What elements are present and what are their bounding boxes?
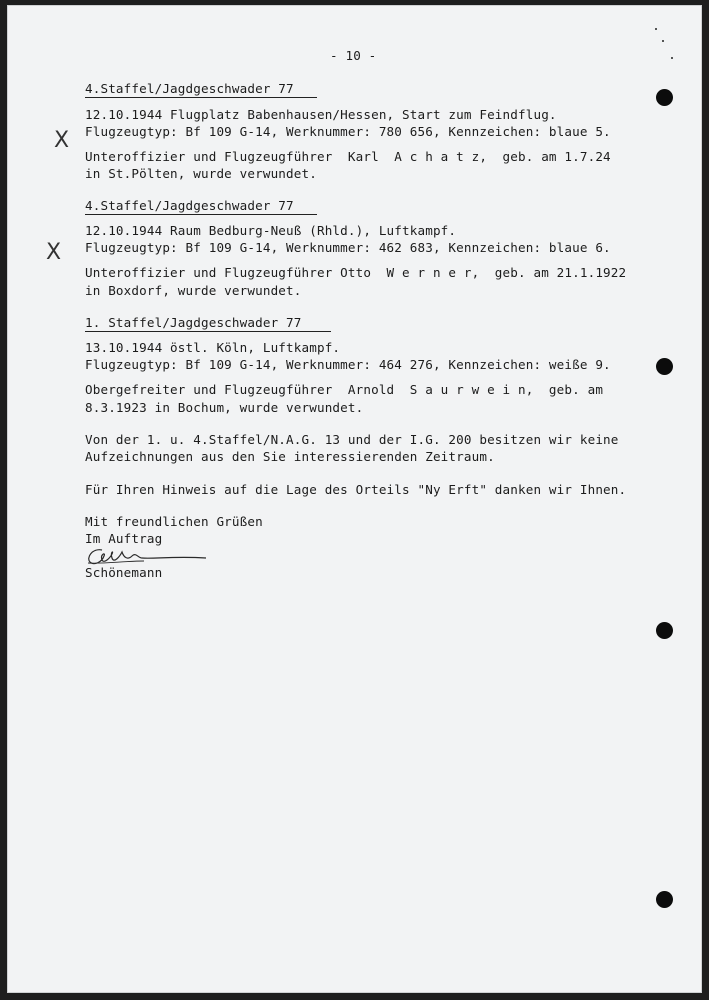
- punch-hole: [656, 891, 673, 908]
- thanks-line: Für Ihren Hinweis auf die Lage des Orteils "Ny Erft" danken wir Ihnen.: [85, 482, 627, 497]
- closing-salutation: Mit freundlichen Grüßen: [85, 514, 263, 529]
- punch-hole: [656, 358, 673, 375]
- paper-speck: [655, 28, 657, 30]
- event-line: 12.10.1944 Raum Bedburg-Neuß (Rhld.), Luftkampf.: [85, 223, 457, 238]
- event-line: 13.10.1944 östl. Köln, Luftkampf.: [85, 340, 341, 355]
- person-line: Unteroffizier und Flugzeugführer Otto W e r n e r, geb. am 21.1.1922: [85, 265, 627, 280]
- punch-hole: [656, 89, 673, 106]
- punch-hole: [656, 622, 673, 639]
- margin-cross-mark: X: [46, 240, 62, 265]
- section-heading: 4.Staffel/Jagdgeschwader 77: [85, 198, 294, 213]
- signer-name: Schönemann: [85, 565, 163, 580]
- event-line: 12.10.1944 Flugplatz Babenhausen/Hessen, Start zum Feindflug.: [85, 107, 557, 122]
- person-line: Obergefreiter und Flugzeugführer Arnold S a u r w e i n, geb. am: [85, 382, 604, 397]
- person-line: in Boxdorf, wurde verwundet.: [85, 283, 302, 298]
- margin-cross-mark: X: [54, 128, 70, 153]
- paper-speck: [671, 57, 673, 59]
- person-line: Unteroffizier und Flugzeugführer Karl A c h a t z, geb. am 1.7.24: [85, 149, 611, 164]
- paper-speck: [662, 40, 664, 42]
- aircraft-line: Flugzeugtyp: Bf 109 G-14, Werknummer: 464 276, Kennzeichen: weiße 9.: [85, 357, 611, 372]
- person-line: 8.3.1923 in Bochum, wurde verwundet.: [85, 400, 364, 415]
- heading-underline: [85, 214, 317, 215]
- note-paragraph-line: Von der 1. u. 4.Staffel/N.A.G. 13 und der I.G. 200 besitzen wir keine: [85, 432, 619, 447]
- person-line: in St.Pölten, wurde verwundet.: [85, 166, 317, 181]
- page-number: - 10 -: [330, 48, 377, 63]
- aircraft-line: Flugzeugtyp: Bf 109 G-14, Werknummer: 462 683, Kennzeichen: blaue 6.: [85, 240, 611, 255]
- section-heading: 1. Staffel/Jagdgeschwader 77: [85, 315, 302, 330]
- aircraft-line: Flugzeugtyp: Bf 109 G-14, Werknummer: 780 656, Kennzeichen: blaue 5.: [85, 124, 611, 139]
- heading-underline: [85, 331, 331, 332]
- note-paragraph-line: Aufzeichnungen aus den Sie interessierenden Zeitraum.: [85, 449, 495, 464]
- heading-underline: [85, 97, 317, 98]
- section-heading: 4.Staffel/Jagdgeschwader 77: [85, 81, 294, 96]
- on-behalf-line: Im Auftrag: [85, 531, 163, 546]
